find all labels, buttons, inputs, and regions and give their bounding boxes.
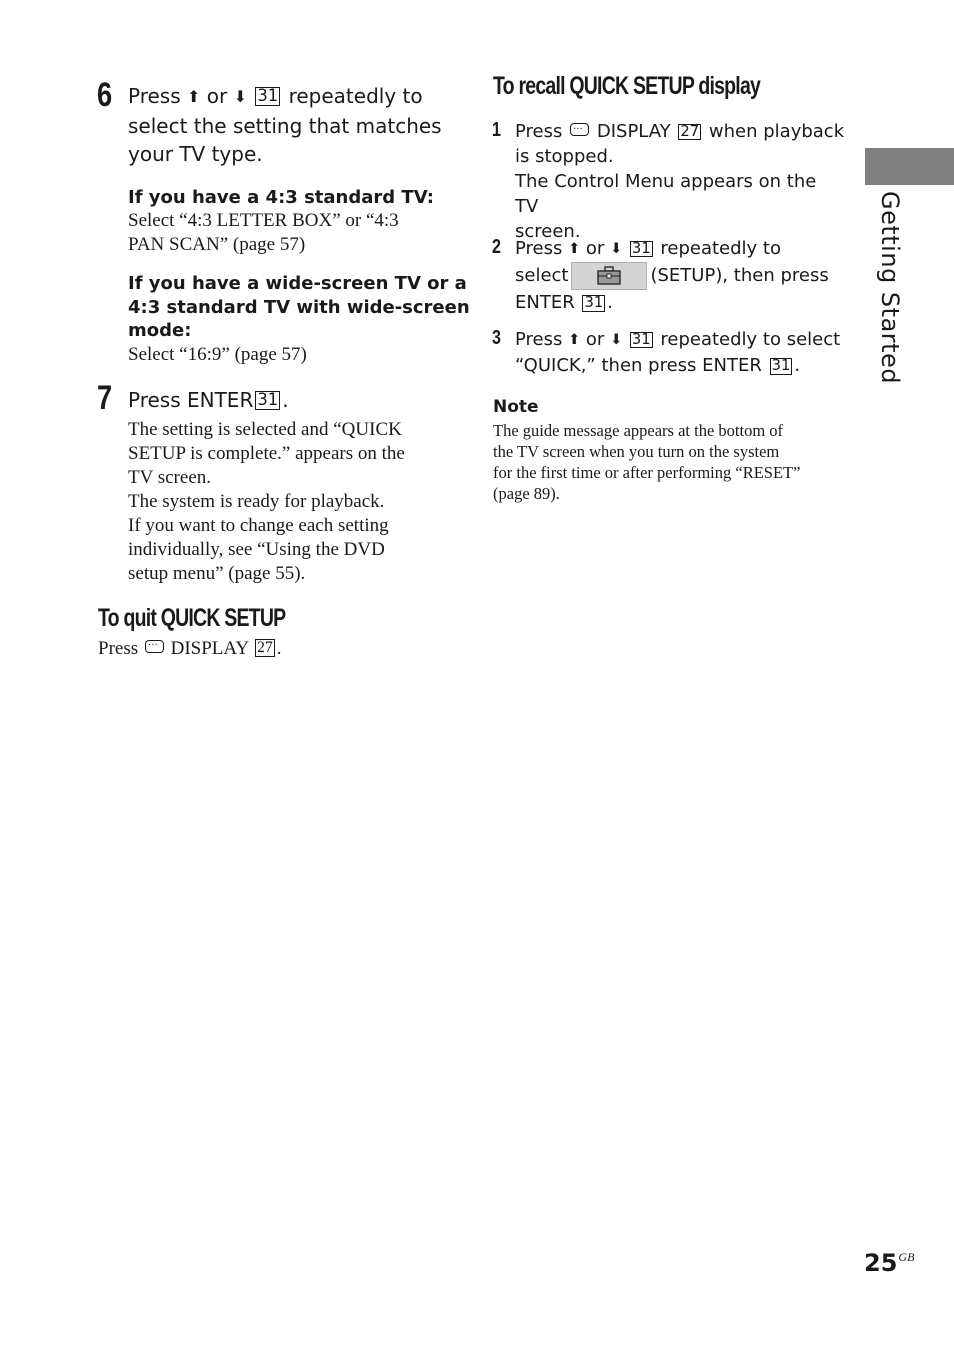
case2-line1: Select “16:9” (page 57) [128,344,307,365]
note-line: for the first time or after performing “RESET” [493,463,801,482]
recall-3-press: Press [515,329,563,350]
recall-step-2 [515,236,845,315]
step-7-instruction [128,386,289,415]
step-7-body-line: The system is ready for playback. [128,491,385,512]
note-line: The guide message appears at the bottom of [493,421,784,440]
quit-ref-box: 27 [257,639,273,657]
section-tab-label: Getting Started [876,191,904,385]
step-6-press: Press [128,84,181,108]
recall-1-line3: The Control Menu appears on the TV [515,171,817,217]
recall-2-ref-box: 31 [631,239,651,257]
step-7-number: 7 [97,379,113,417]
step-7-body-line: SETUP is complete.” appears on the [128,443,405,464]
step-6-line2: select the setting that matches [128,113,442,138]
case2-title [128,272,470,343]
recall-3-ref-box: 31 [631,330,651,348]
down-arrow-icon: ⬇ [610,332,623,349]
section-tab-marker [865,148,954,185]
recall-2-or: or [585,238,605,259]
recall-step-2-number: 2 [492,236,501,258]
step-7-ref-box: 31 [257,390,279,410]
note-line: the TV screen when you turn on the system [493,442,780,461]
recall-1-line4: screen. [515,221,581,242]
page-number-suffix: GB [898,1250,915,1264]
recall-1-ref-box: 27 [680,122,700,140]
recall-2-period: . [607,292,613,314]
recall-3-or: or [585,329,605,350]
recall-3-line1-end: repeatedly to select [660,329,841,350]
recall-2-ref2-box: 31 [584,293,604,311]
recall-1-display: DISPLAY [596,121,671,142]
recall-2-press: Press [515,238,563,259]
step-6-number: 6 [97,76,113,114]
case2-title-line2: 4:3 standard TV with wide-screen [128,296,470,318]
recall-1-press: Press [515,121,563,142]
setup-toolbox-icon [571,262,647,290]
note-line: (page 89). [493,484,560,503]
step-7-body-line: individually, see “Using the DVD [128,539,385,560]
note-title: Note [493,397,539,417]
step-7-period: . [282,388,289,412]
quit-press: Press [98,638,139,659]
down-arrow-icon: ⬇ [610,241,623,258]
step-6-ref-box: 31 [257,86,279,106]
recall-3-ref2-box: 31 [771,356,791,374]
step-6-line1-end: repeatedly to [288,84,423,108]
case1-line2: PAN SCAN” (page 57) [128,234,306,255]
quit-heading: To quit QUICK SETUP [98,604,286,632]
recall-2-enter: ENTER [515,292,575,314]
case1-body [128,209,399,257]
recall-3-line2: “QUICK,” then press ENTER [515,355,762,377]
up-arrow-icon: ⬆ [568,241,581,258]
step-7-body-line: The setting is selected and “QUICK [128,419,402,440]
recall-step-1 [515,119,845,244]
step-7-body [128,418,405,586]
step-7-text: Press ENTER [128,388,254,412]
case1-title: If you have a 4:3 standard TV: [128,187,435,208]
recall-step-3-number: 3 [492,327,501,349]
up-arrow-icon: ⬆ [568,332,581,349]
step-7-body-line: setup menu” (page 55). [128,563,306,584]
recall-step-1-number: 1 [492,119,501,141]
page-number [864,1249,914,1277]
case2-title-line1: If you have a wide-screen TV or a [128,273,467,294]
quit-body [98,637,281,661]
recall-2-select: select [515,265,569,287]
case1-line1: Select “4:3 LETTER BOX” or “4:3 [128,210,399,231]
step-7-body-line: If you want to change each setting [128,515,389,536]
down-arrow-icon: ⬇ [233,87,247,107]
display-icon [145,640,164,653]
recall-1-line2: is stopped. [515,146,614,167]
up-arrow-icon: ⬆ [187,87,201,107]
recall-2-line1-end: repeatedly to [660,238,781,259]
recall-1-line1-end: when playback [708,121,845,142]
quit-period: . [276,638,282,659]
case2-title-line3: mode: [128,320,192,341]
page-number-value: 25 [864,1249,898,1277]
quit-display: DISPLAY [170,638,249,659]
recall-2-setup-label: (SETUP), then press [650,265,829,287]
recall-step-3 [515,327,845,378]
step-6-line3: your TV type. [128,142,263,167]
step-6-instruction [128,82,458,169]
step-7-body-line: TV screen. [128,467,212,488]
display-icon [570,123,589,136]
step-6-or: or [206,84,228,108]
recall-heading: To recall QUICK SETUP display [493,72,761,100]
recall-3-period: . [794,355,801,377]
note-body [493,420,800,504]
